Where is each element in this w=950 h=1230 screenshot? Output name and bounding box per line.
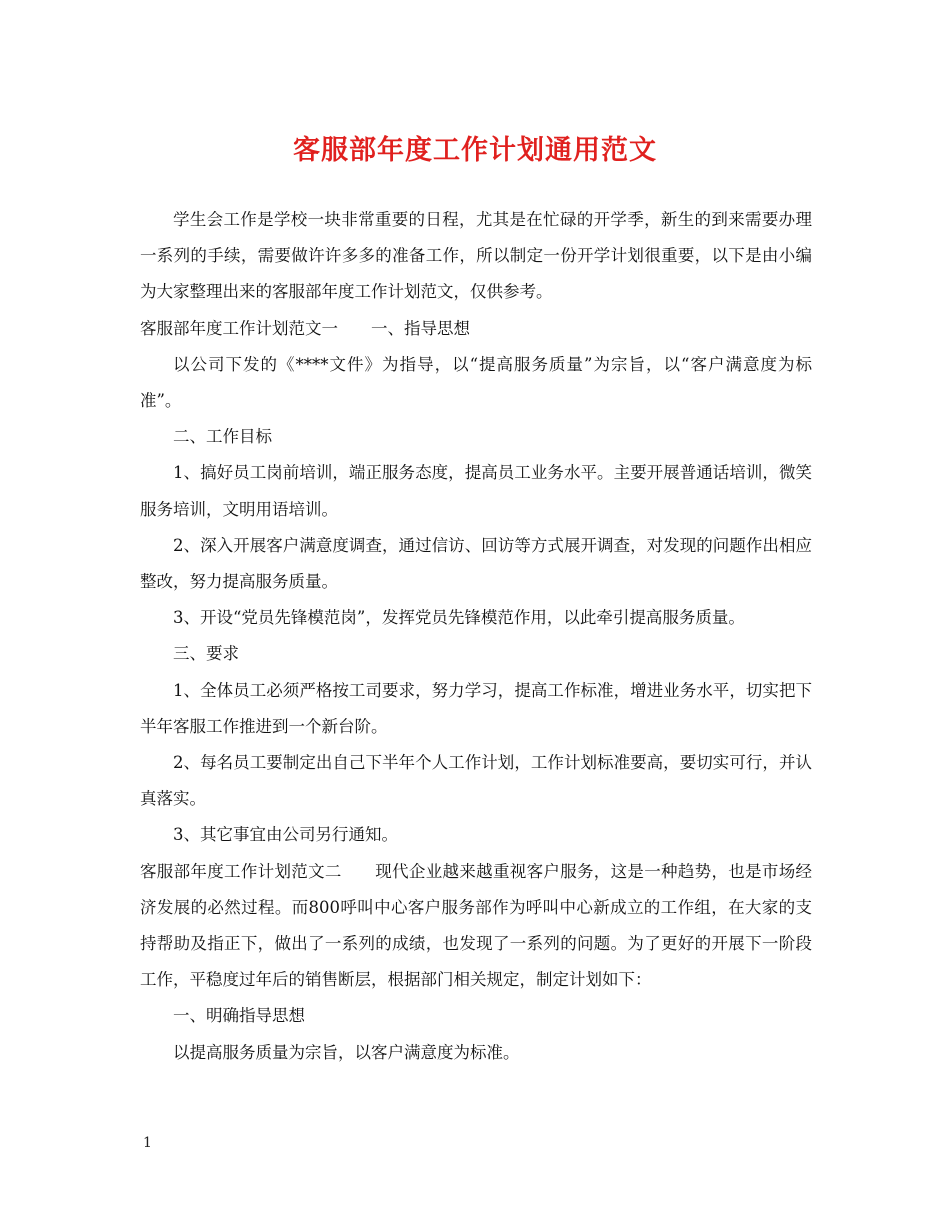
paragraph: 1、搞好员工岗前培训，端正服务态度，提高员工业务水平。主要开展普通话培训，微笑服务培训，文明用语培训。 — [140, 463, 812, 519]
paragraph: 2、每名员工要制定出自己下半年个人工作计划，工作计划标准要高，要切实可行，并认真落实。 — [140, 753, 812, 809]
paragraph: 1、全体员工必须严格按工司要求，努力学习，提高工作标准，增进业务水平，切实把下半年客服工作推进到一个新台阶。 — [140, 680, 812, 736]
paragraph: 3、其它事宜由公司另行通知。 — [173, 825, 398, 845]
paragraph: 客服部年度工作计划范文一 一、指导思想 — [140, 318, 470, 338]
paragraph: 客服部年度工作计划范文二 现代企业越来越重视客户服务，这是一种趋势，也是市场经济发展的必然过程。而800呼叫中心客户服务部作为呼叫中心新成立的工作组，在大家的支持帮助及指正下，做出了一系列的成绩，也发现了一系列的问题。为了更好的开展下一阶段工作，平稳度过年后的销售断层，根据部门相关规定，制定计划如下： — [140, 861, 812, 990]
document-body — [140, 202, 812, 1071]
paragraph: 三、要求 — [173, 644, 239, 664]
paragraph: 2、深入开展客户满意度调查，通过信访、回访等方式展开调查，对发现的问题作出相应整改，努力提高服务质量。 — [140, 535, 812, 592]
paragraph: 以提高服务质量为宗旨，以客户满意度为标准。 — [173, 1042, 520, 1062]
paragraph: 二、工作目标 — [173, 427, 272, 447]
paragraph: 学生会工作是学校一块非常重要的日程，尤其是在忙碌的开学季，新生的到来需要办理一系列的手续，需要做许许多多的准备工作，所以制定一份开学计划很重要，以下是由小编为大家整理出来的客服部年度工作计划范文，仅供参考。 — [140, 210, 812, 302]
page-number: 1 — [143, 1135, 152, 1151]
paragraph: 一、明确指导思想 — [173, 1006, 305, 1026]
paragraph: 3、开设“党员先锋模范岗”，发挥党员先锋模范作用，以此牵引提高服务质量。 — [173, 608, 745, 628]
paragraph: 以公司下发的《****文件》为指导，以“提高服务质量”为宗旨，以“客户满意度为标准”。 — [140, 354, 812, 411]
page-title: 客服部年度工作计划通用范文 — [293, 135, 657, 166]
